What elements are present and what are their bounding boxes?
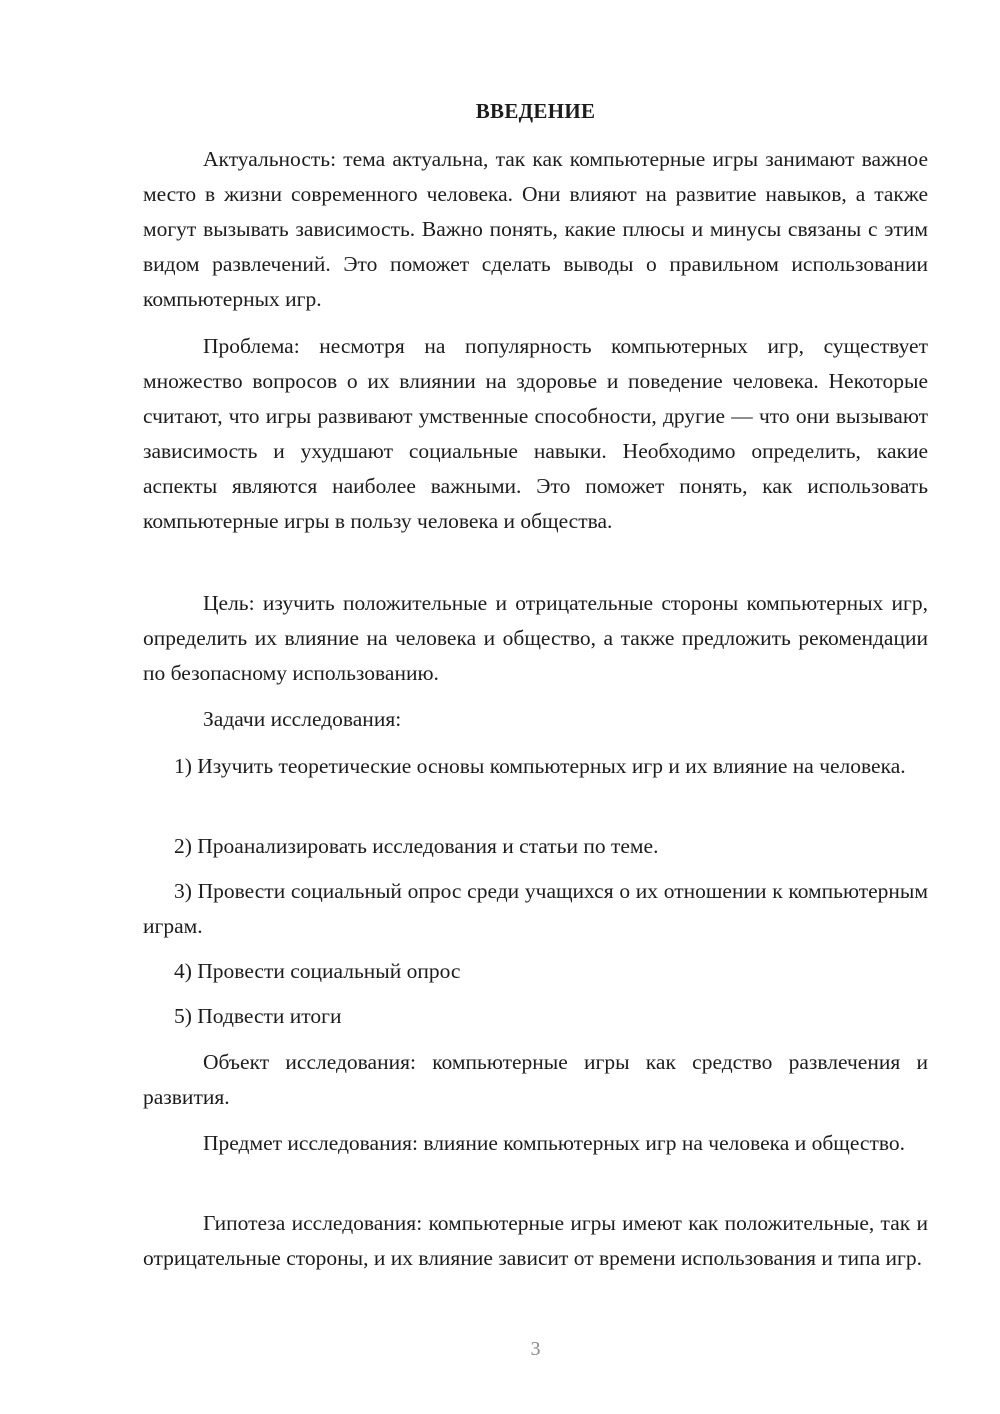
task-item-3: 3) Провести социальный опрос среди учащихся о их отношении к компьютерным играм. xyxy=(143,879,928,938)
task-item-5: 5) Подвести итоги xyxy=(174,1004,342,1028)
page-title: ВВЕДЕНИЕ xyxy=(475,99,596,123)
paragraph-object: Объект исследования: компьютерные игры как средство развлечения и развития. xyxy=(143,1050,928,1109)
tasks-heading: Задачи исследования: xyxy=(203,707,402,731)
task-item-1: 1) Изучить теоретические основы компьютерных игр и их влияние на человека. xyxy=(174,754,906,778)
task-item-4: 4) Провести социальный опрос xyxy=(174,959,461,983)
task-item-2: 2) Проанализировать исследования и статьи по теме. xyxy=(174,834,659,858)
paragraph-relevance: Актуальность: тема актуальна, так как компьютерные игры занимают важное место в жизни современного человека. Они влияют на развитие навыков, а также могут вызывать зависимость. Важно понять, какие плюсы и минусы связаны с этим видом развлечений. Это поможет сделать выводы о правильном использовании компьютерных игр. xyxy=(143,147,928,311)
paragraph-goal: Цель: изучить положительные и отрицательные стороны компьютерных игр, определить их влияние на человека и общество, а также предложить рекомендации по безопасному использованию. xyxy=(143,591,928,685)
paragraph-subject: Предмет исследования: влияние компьютерных игр на человека и общество. xyxy=(203,1131,905,1155)
paragraph-hypothesis: Гипотеза исследования: компьютерные игры имеют как положительные, так и отрицательные стороны, и их влияние зависит от времени использования и типа игр. xyxy=(143,1211,928,1270)
paragraph-problem: Проблема: несмотря на популярность компьютерных игр, существует множество вопросов о их влиянии на здоровье и поведение человека. Некоторые считают, что игры развивают умственные способности, другие — что они вызывают зависимость и ухудшают социальные навыки. Необходимо определить, какие аспекты являются наиболее важными. Это поможет понять, как использовать компьютерные игры в пользу человека и общества. xyxy=(143,334,928,533)
page-number: 3 xyxy=(530,1338,541,1360)
